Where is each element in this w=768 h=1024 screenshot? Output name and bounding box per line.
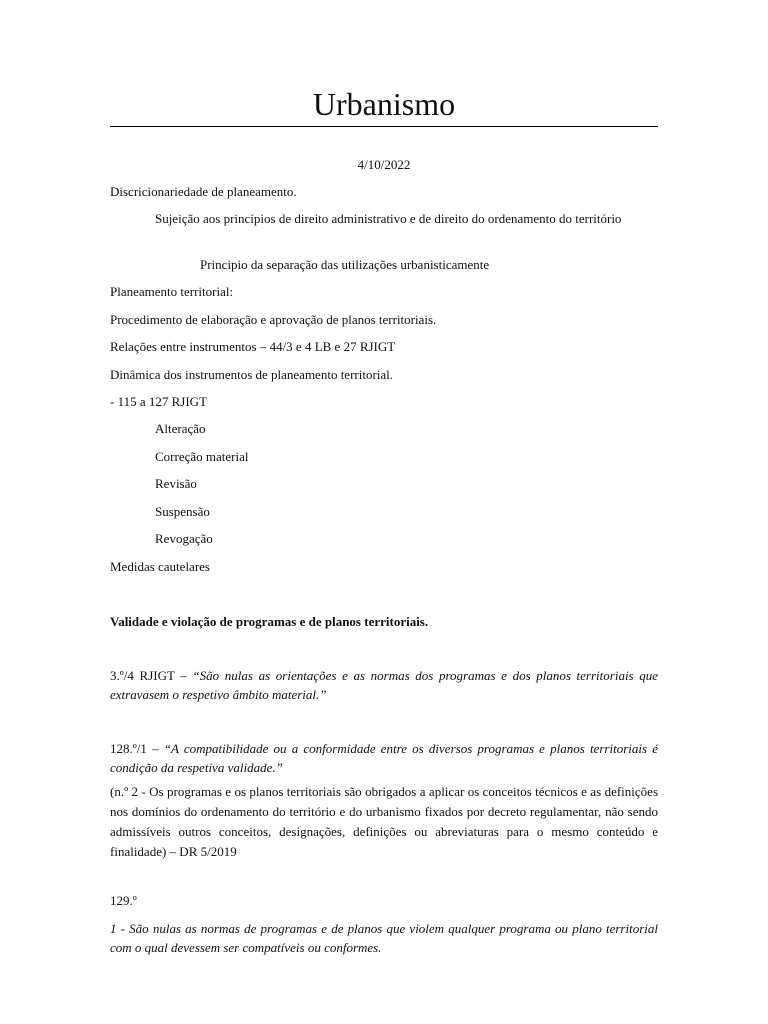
list-item: Revisão <box>155 476 197 491</box>
paragraph-artigos: - 115 a 127 RJIGT <box>110 394 208 409</box>
paragraph-procedimento: Procedimento de elaboração e aprovação de planos territoriais. <box>110 312 437 327</box>
list-item: Suspensão <box>155 504 210 519</box>
paragraph-discricionariedade: Discricionariedade de planeamento. <box>110 184 297 199</box>
quote-128-1 <box>110 739 658 777</box>
quote-3-4 <box>110 666 658 704</box>
article-number: 129.º <box>110 893 137 908</box>
paragraph-numero-2: (n.º 2 - Os programas e os planos territoriais são obrigados a aplicar os conceitos técnicos e as definições nos domínios do ordenamento do território e do urbanismo fixados por decreto regulamentar, não sendo admissíveis outros conceitos, designações, definições ou abreviaturas para o mesmo conteúdo e finalidade) – DR 5/2019 <box>110 784 658 859</box>
quote-text: “São nulas as orientações e as normas dos programas e dos planos territoriais que extravasem o respetivo âmbito material.” <box>110 668 659 702</box>
title-underline <box>110 126 658 127</box>
quote-reference: 128.º/1 – <box>110 741 159 756</box>
list-item: Revogação <box>155 531 213 546</box>
document-date: 4/10/2022 <box>357 157 411 172</box>
paragraph-medidas: Medidas cautelares <box>110 559 210 574</box>
paragraph-planeamento: Planeamento territorial: <box>110 284 234 299</box>
document-title: Urbanismo <box>312 86 456 122</box>
paragraph-sujeicao: Sujeição aos princípios de direito administrativo e de direito do ordenamento do território <box>155 211 622 226</box>
paragraph-principio: Principio da separação das utilizações urbanisticamente <box>200 257 490 272</box>
paragraph-relacoes: Relações entre instrumentos – 44/3 e 4 LB e 27 RJIGT <box>110 339 396 354</box>
paragraph-dinamica: Dinâmica dos instrumentos de planeamento territorial. <box>110 367 394 382</box>
list-item: Correção material <box>155 449 249 464</box>
list-item: Alteração <box>155 421 206 436</box>
paragraph-129-1: 1 - São nulas as normas de programas e de planos que violem qualquer programa ou plano territorial com o qual devessem ser compatíveis ou conformes. <box>110 921 658 955</box>
quote-reference: 3.º/4 RJIGT – <box>110 668 187 683</box>
quote-text: “A compatibilidade ou a conformidade entre os diversos programas e planos territoriais é condição da respetiva validade.” <box>110 741 658 775</box>
section-heading: Validade e violação de programas e de planos territoriais. <box>110 614 429 629</box>
